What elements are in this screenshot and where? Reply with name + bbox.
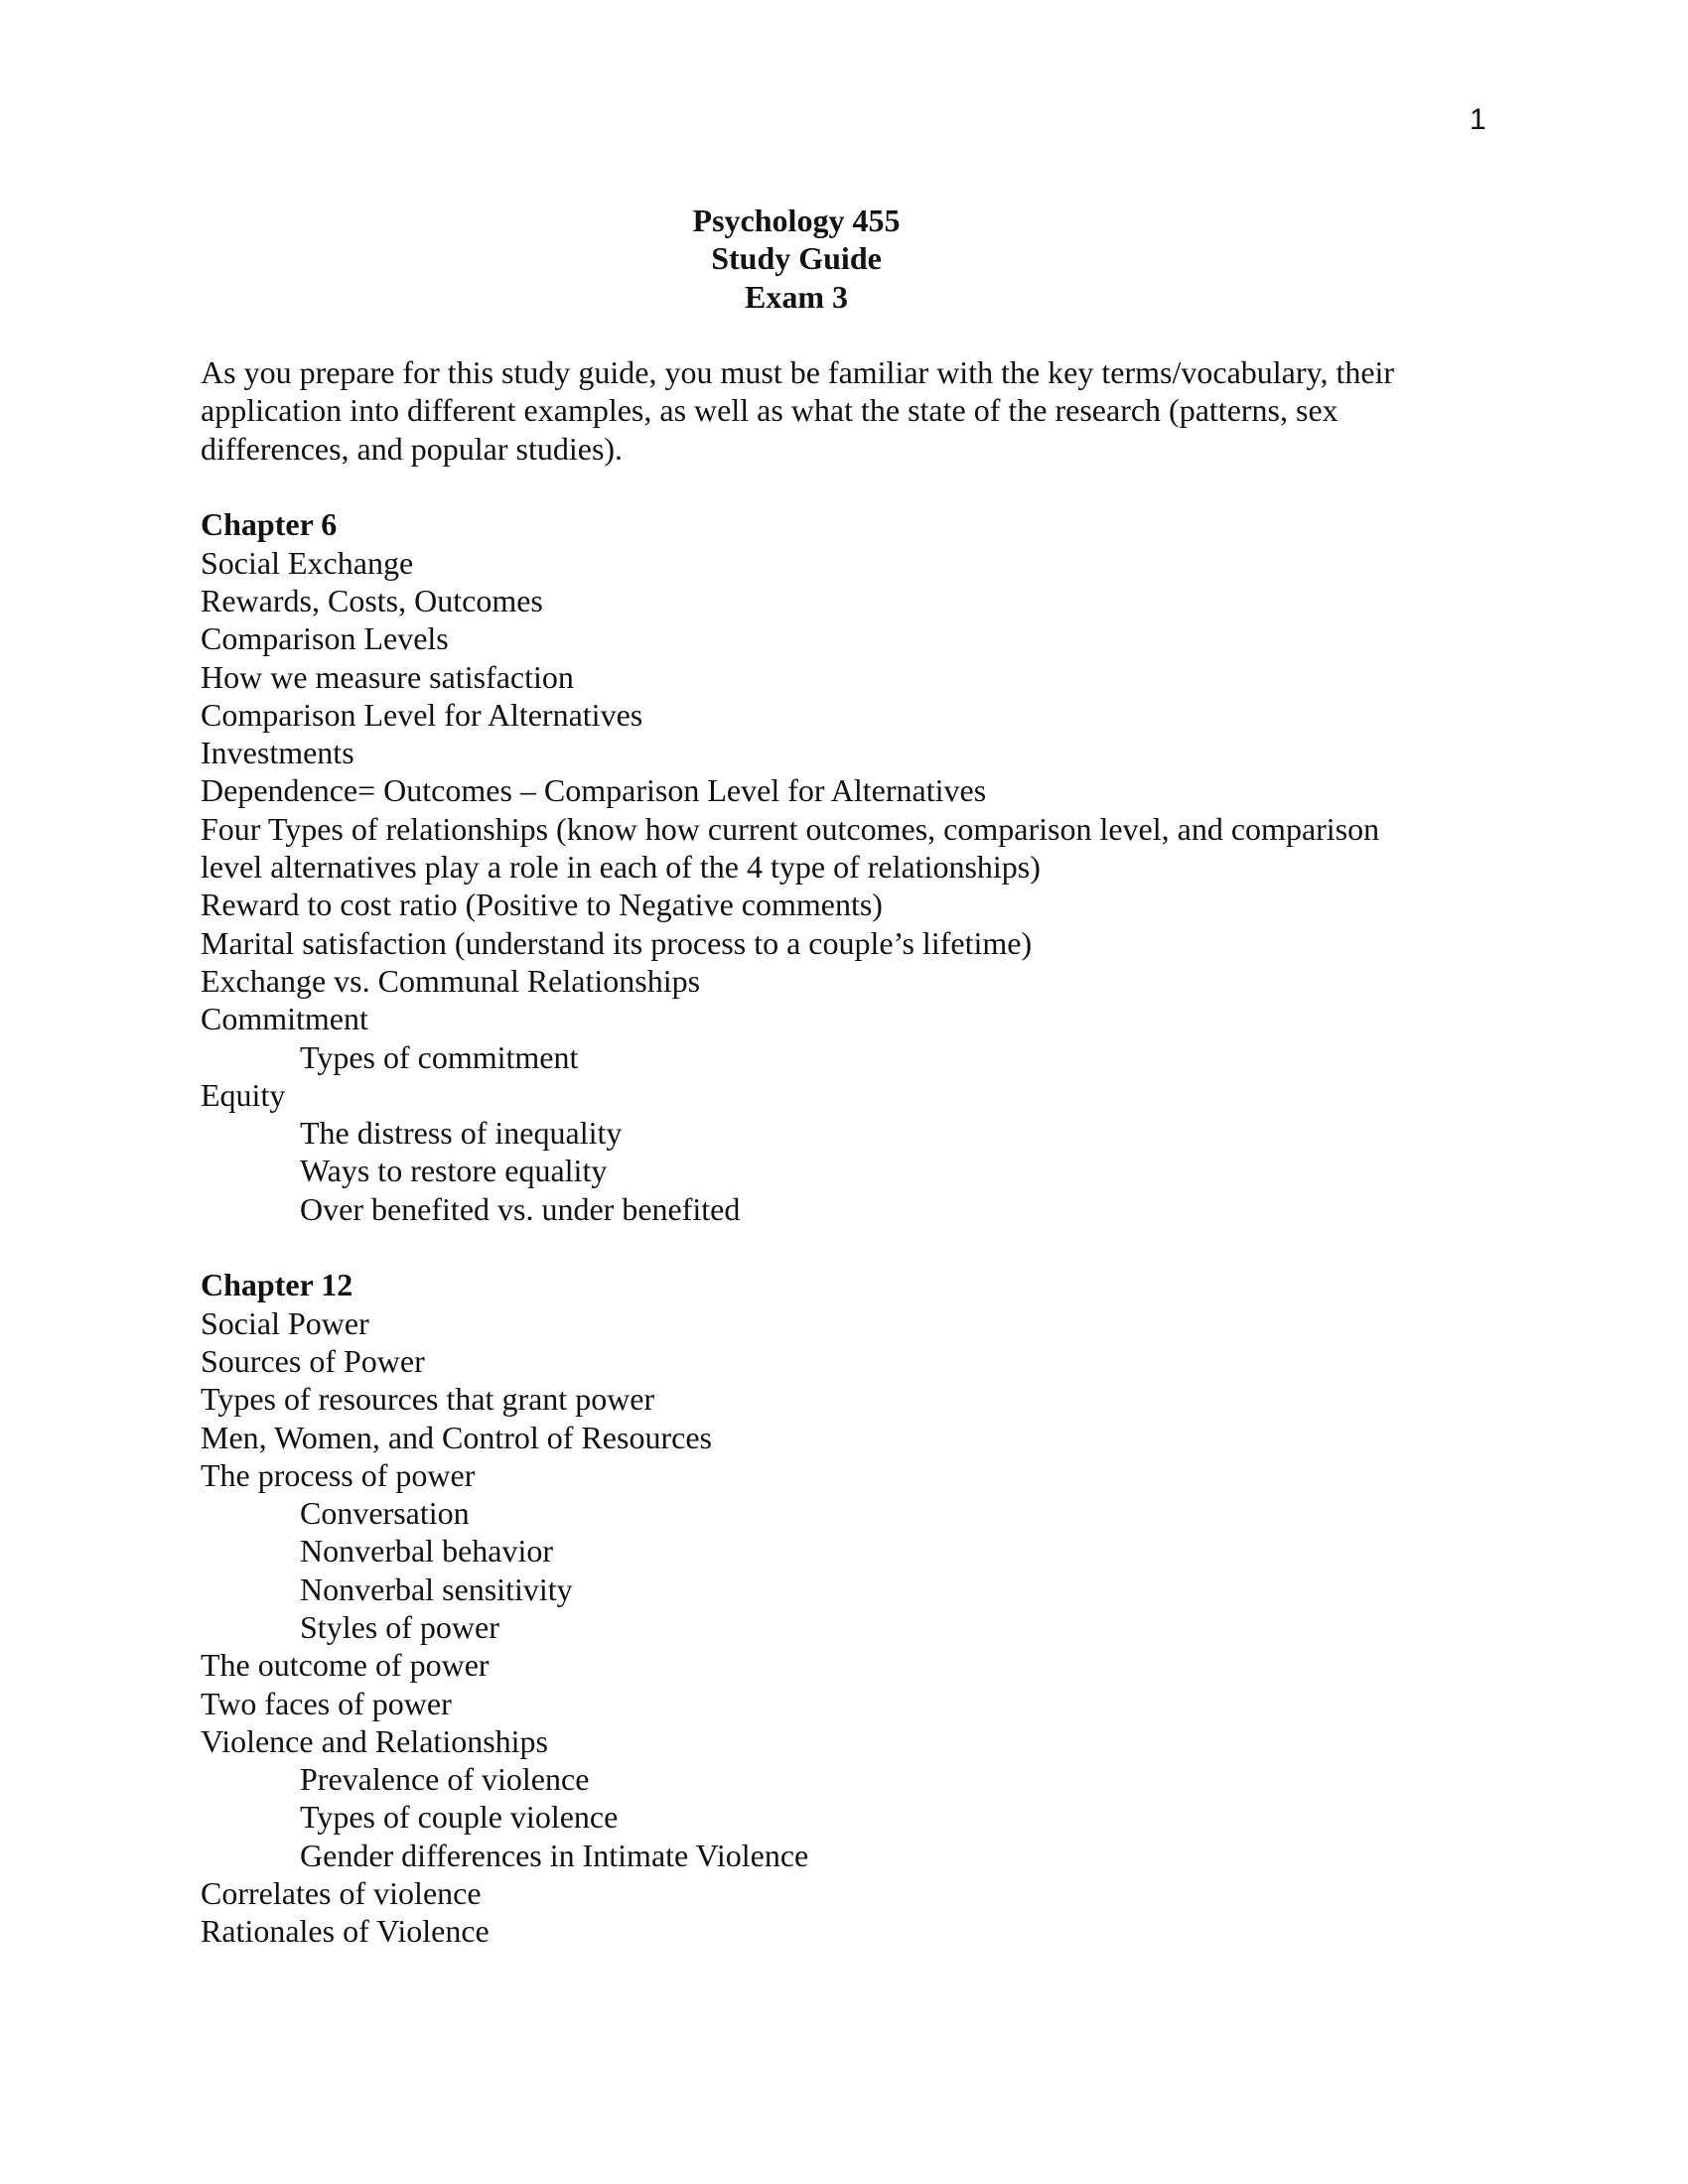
topic-item: level alternatives play a role in each of the 4 type of relationships) — [201, 849, 1041, 886]
title-line: Psychology 455 — [692, 203, 901, 238]
topic-item: Types of resources that grant power — [201, 1381, 655, 1418]
chapter-section — [201, 505, 1491, 1228]
subtopic-item: Nonverbal sensitivity — [300, 1570, 573, 1607]
topic-item: Violence and Relationships — [201, 1722, 548, 1759]
intro-paragraph — [201, 353, 1491, 468]
subtopic-item: Types of commitment — [300, 1038, 579, 1075]
topic-item: Men, Women, and Control of Resources — [201, 1419, 712, 1455]
topic-item: Commitment — [201, 1001, 368, 1037]
topic-item: Marital satisfaction (understand its process to a couple’s lifetime) — [201, 924, 1033, 961]
title-line: Study Guide — [711, 240, 882, 277]
spacer — [201, 468, 1491, 505]
topic-item: The outcome of power — [201, 1647, 490, 1684]
title-line: Exam 3 — [745, 278, 848, 315]
chapter-heading: Chapter 6 — [201, 506, 338, 543]
subtopic-item: The distress of inequality — [300, 1115, 623, 1152]
topic-item: Sources of Power — [201, 1342, 425, 1379]
subtopic-item: Ways to restore equality — [300, 1153, 608, 1189]
topic-item: Comparison Levels — [201, 620, 449, 657]
intro-line: As you prepare for this study guide, you must be familiar with the key terms/vocabulary, their — [201, 354, 1395, 391]
topic-item: Investments — [201, 735, 354, 771]
page-number: 1 — [1470, 103, 1486, 136]
subtopic-item: Nonverbal behavior — [300, 1533, 554, 1570]
subtopic-item: Conversation — [300, 1495, 470, 1532]
topic-item: How we measure satisfaction — [201, 658, 574, 695]
spacer — [201, 316, 1491, 353]
topic-item: Two faces of power — [201, 1685, 452, 1721]
topic-item: Equity — [201, 1076, 286, 1113]
intro-line: differences, and popular studies). — [201, 430, 624, 467]
chapter-section — [201, 1266, 1491, 1950]
topic-item: Reward to cost ratio (Positive to Negative comments) — [201, 887, 883, 923]
document-title — [201, 202, 1491, 316]
topic-item: Dependence= Outcomes – Comparison Level for Alternatives — [201, 772, 987, 809]
subtopic-item: Over benefited vs. under benefited — [300, 1190, 741, 1227]
topic-item: Correlates of violence — [201, 1875, 482, 1912]
document-body — [201, 202, 1491, 1951]
topic-item: Exchange vs. Communal Relationships — [201, 962, 701, 999]
subtopic-item: Types of couple violence — [300, 1799, 619, 1836]
topic-item: Rewards, Costs, Outcomes — [201, 582, 543, 618]
topic-item: Four Types of relationships (know how current outcomes, comparison level, and comparison — [201, 810, 1380, 847]
sections — [201, 468, 1491, 1951]
topic-item: The process of power — [201, 1456, 476, 1493]
spacer — [201, 1228, 1491, 1266]
topic-item: Social Power — [201, 1304, 369, 1341]
subtopic-item: Gender differences in Intimate Violence — [300, 1837, 809, 1873]
topic-item: Rationales of Violence — [201, 1913, 490, 1950]
chapter-heading: Chapter 12 — [201, 1267, 353, 1303]
topic-item: Social Exchange — [201, 544, 414, 581]
subtopic-item: Prevalence of violence — [300, 1761, 590, 1798]
topic-item: Comparison Level for Alternatives — [201, 696, 643, 733]
intro-line: application into different examples, as well as what the state of the research (patterns, sex — [201, 392, 1338, 429]
subtopic-item: Styles of power — [300, 1608, 499, 1645]
